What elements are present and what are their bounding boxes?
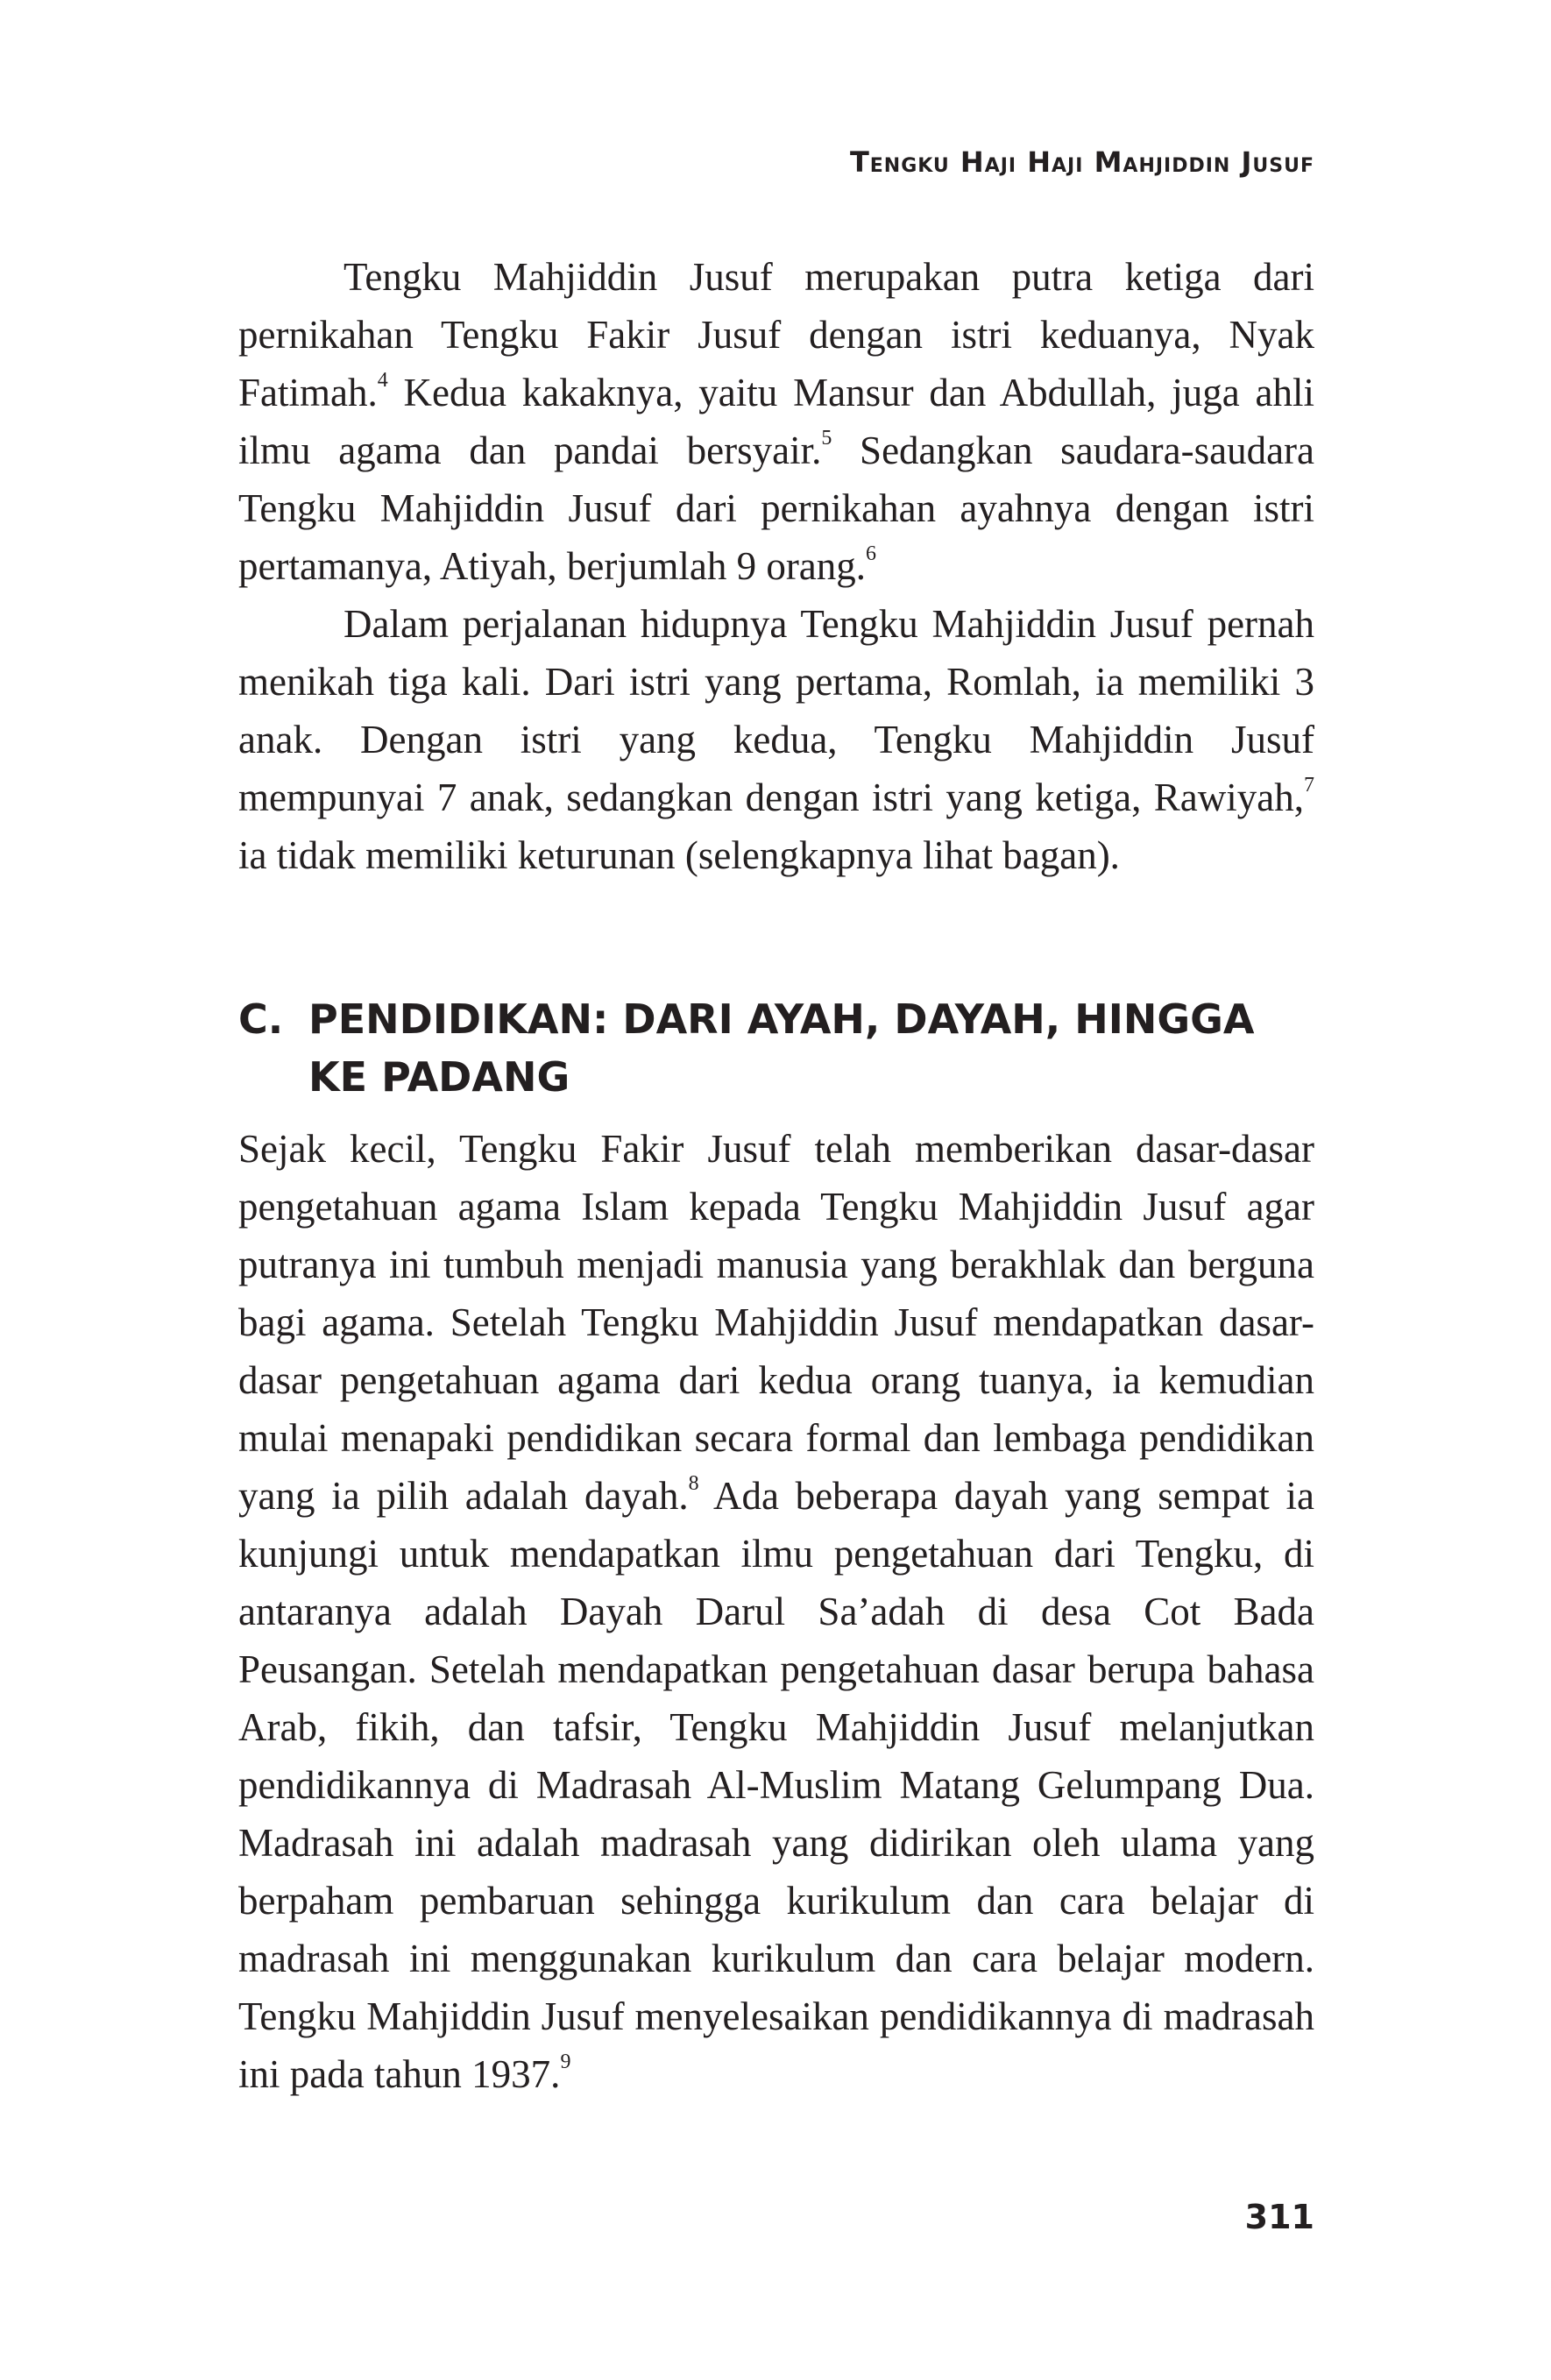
paragraph-text: Dalam perjalanan hidupnya Tengku Mahjiddin Jusuf pernah menikah tiga kali. Dari istri yang pertama, Romlah, ia memiliki 3 anak. Dengan istri yang kedua, Tengku Mahjiddin Jusuf mempunyai 7 anak, sedangkan dengan istri yang ketiga, Rawiyah,	[238, 602, 1314, 819]
page-number: 311	[1244, 2198, 1314, 2236]
paragraph-text: Sejak kecil, Tengku Fakir Jusuf telah memberikan dasar-dasar pengetahuan agama Islam kepada Tengku Mahjiddin Jusuf agar putranya ini tumbuh menjadi manusia yang berakhlak dan berguna bagi agama. Setelah Tengku Mahjiddin Jusuf mendapatkan dasar-dasar pengetahuan agama dari kedua orang tuanya, ia kemudian mulai menapaki pendidikan secara formal dan lembaga pendidikan yang ia pilih adalah dayah.	[238, 1127, 1314, 1518]
section-title: PENDIDIKAN: DARI AYAH, DAYAH, HINGGA KE PADANG	[308, 995, 1255, 1101]
section-number: C.	[238, 995, 284, 1043]
footnote-ref-4[interactable]: 4	[377, 369, 388, 392]
paragraph-text: ia tidak memiliki keturunan (selengkapnya lihat bagan).	[238, 833, 1120, 877]
body-text-block-1	[238, 248, 1314, 884]
footnote-ref-6[interactable]: 6	[866, 542, 877, 565]
body-text-block-2	[238, 1120, 1314, 2103]
paragraph-text: Ada beberapa dayah yang sempat ia kunjungi untuk mendapatkan ilmu pengetahuan dari Tengku, di antaranya adalah Dayah Darul Sa’adah di desa Cot Bada Peusangan. Setelah mendapatkan pengetahuan dasar berupa bahasa Arab, fikih, dan tafsir, Tengku Mahjiddin Jusuf melanjutkan pendidikannya di Madrasah Al-Muslim Matang Gelumpang Dua. Madrasah ini adalah madrasah yang didirikan oleh ulama yang berpaham pembaruan sehingga kurikulum dan cara belajar di madrasah ini menggunakan kurikulum dan cara belajar modern. Tengku Mahjiddin Jusuf menyelesaikan pendidikannya di madrasah ini pada tahun 1937.	[238, 1474, 1314, 2096]
paragraph-2	[238, 595, 1314, 884]
paragraph-text: Kedua kakaknya, yaitu Mansur dan Abdullah, juga ahli ilmu agama dan pandai bersyair.	[238, 371, 1314, 472]
paragraph-1	[238, 248, 1314, 595]
footnote-ref-7[interactable]: 7	[1304, 774, 1314, 797]
paragraph-text: Sedangkan saudara-saudara Tengku Mahjiddin Jusuf dari pernikahan ayahnya dengan istri pertamanya, Atiyah, berjumlah 9 orang.	[238, 429, 1314, 588]
footnote-ref-8[interactable]: 8	[688, 1472, 699, 1495]
paragraph-3	[238, 1120, 1314, 2103]
section-heading	[238, 990, 1314, 1106]
running-head: Tengku Haji Haji Mahjiddin Jusuf	[849, 145, 1314, 179]
paragraph-text: Tengku Mahjiddin Jusuf merupakan putra ketiga dari pernikahan Tengku Fakir Jusuf dengan istri keduanya, Nyak Fatimah.	[238, 255, 1314, 414]
footnote-ref-5[interactable]: 5	[821, 427, 832, 450]
footnote-ref-9[interactable]: 9	[560, 2051, 571, 2073]
